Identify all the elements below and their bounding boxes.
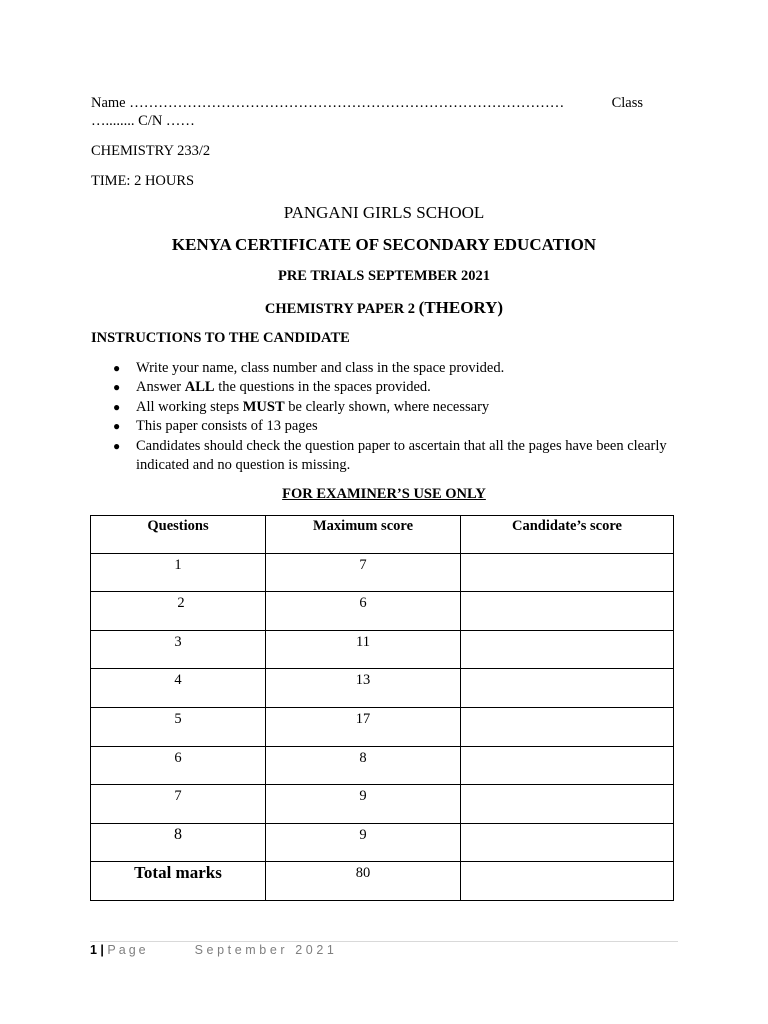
total-max-score: 80: [266, 862, 461, 901]
max-score: 13: [266, 669, 461, 708]
table-row: [91, 785, 674, 824]
class-number-line: …........ C/N ……: [91, 113, 195, 129]
col-header-max-score: Maximum score: [266, 516, 461, 554]
max-score: 6: [266, 592, 461, 631]
exam-time: TIME: 2 HOURS: [91, 173, 195, 189]
page-footer: [90, 943, 337, 957]
max-score: 11: [266, 630, 461, 669]
question-number: 8: [91, 823, 266, 862]
table-row: [91, 823, 674, 862]
exam-title: KENYA CERTIFICATE OF SECONDARY EDUCATION: [171, 235, 597, 254]
total-candidate-score[interactable]: [461, 862, 674, 901]
question-number: 3: [91, 630, 266, 669]
paper-name: CHEMISTRY PAPER 2: [264, 301, 416, 317]
candidate-score[interactable]: [461, 630, 674, 669]
subject-code: CHEMISTRY 233/2: [91, 143, 211, 159]
bullet-icon: ●: [113, 380, 121, 395]
max-score: 9: [266, 823, 461, 862]
paper-title: [0, 298, 768, 318]
question-number: 1: [91, 553, 266, 592]
footer-divider: [90, 941, 678, 942]
instruction-item: ● Candidates should check the question paper to ascertain that all the pages have been clearly indicated and no question is missing.: [113, 437, 667, 474]
total-row: [91, 862, 674, 901]
name-label: Name ………………………………………………………………………………: [91, 95, 565, 111]
score-table: [90, 515, 674, 901]
max-score: 9: [266, 785, 461, 824]
instruction-item: ● Answer ALL the questions in the spaces provided.: [91, 378, 671, 397]
candidate-score[interactable]: [461, 553, 674, 592]
table-row: [91, 553, 674, 592]
footer-separator: |: [96, 943, 108, 957]
candidate-score[interactable]: [461, 823, 674, 862]
bullet-icon: ●: [113, 361, 121, 375]
candidate-score[interactable]: [461, 592, 674, 631]
school-name: PANGANI GIRLS SCHOOL: [283, 203, 485, 222]
col-header-candidate-score: Candidate’s score: [461, 516, 674, 554]
candidate-score[interactable]: [461, 707, 674, 746]
instruction-item: ● All working steps MUST be clearly shown, where necessary: [91, 398, 671, 417]
instructions-heading: INSTRUCTIONS TO THE CANDIDATE: [91, 330, 350, 346]
examiner-heading: FOR EXAMINER’S USE ONLY: [282, 486, 486, 502]
page-number: 1: [90, 943, 97, 957]
bullet-icon: ●: [113, 438, 121, 453]
table-row: [91, 707, 674, 746]
page-word: Page: [107, 943, 149, 957]
question-number: 2: [91, 592, 266, 631]
footer-date: September 2021: [194, 943, 338, 957]
table-row: [91, 592, 674, 631]
table-row: [91, 746, 674, 785]
instruction-item: ● This paper consists of 13 pages: [91, 417, 671, 436]
question-number: 7: [91, 785, 266, 824]
table-header-row: [91, 516, 674, 554]
instructions-list: [91, 359, 671, 475]
bullet-icon: ●: [113, 419, 121, 434]
candidate-score[interactable]: [461, 746, 674, 785]
bullet-icon: ●: [113, 399, 121, 414]
max-score: 7: [266, 553, 461, 592]
question-number: 6: [91, 746, 266, 785]
exam-session: PRE TRIALS SEPTEMBER 2021: [277, 268, 491, 284]
table-row: [91, 630, 674, 669]
table-row: [91, 669, 674, 708]
col-header-questions: Questions: [91, 516, 266, 554]
class-label: Class: [611, 95, 643, 111]
question-number: 4: [91, 669, 266, 708]
instruction-item: ● Write your name, class number and class in the space provided.: [91, 359, 671, 378]
candidate-score[interactable]: [461, 785, 674, 824]
name-line: [91, 93, 643, 113]
max-score: 8: [266, 746, 461, 785]
max-score: 17: [266, 707, 461, 746]
total-label: Total marks: [91, 862, 266, 901]
candidate-score[interactable]: [461, 669, 674, 708]
paper-type: (THEORY): [418, 298, 504, 317]
question-number: 5: [91, 707, 266, 746]
